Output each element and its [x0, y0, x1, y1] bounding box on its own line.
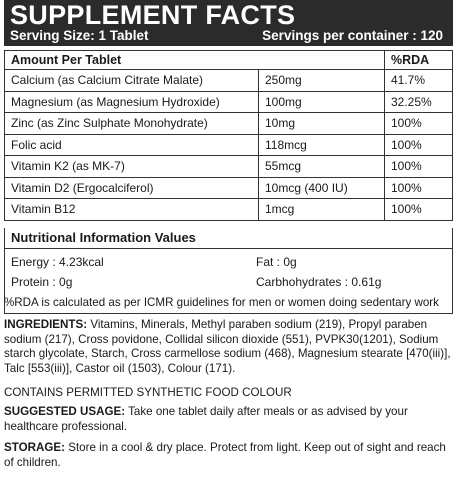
- colour-warning: CONTAINS PERMITTED SYNTHETIC FOOD COLOUR: [4, 385, 292, 399]
- table-row: [5, 134, 453, 156]
- nutrient-name: Calcium (as Calcium Citrate Malate): [5, 70, 259, 92]
- nutrient-amount: 10mg: [259, 113, 385, 135]
- nutrient-amount: 250mg: [259, 70, 385, 92]
- nutrient-name: Vitamin K2 (as MK-7): [5, 156, 259, 178]
- nutrient-amount: 118mcg: [259, 134, 385, 156]
- nutrient-amount: 10mcg (400 IU): [259, 177, 385, 199]
- table-row: [5, 199, 453, 221]
- table-row: [5, 70, 453, 92]
- table-row: [5, 156, 453, 178]
- nutrient-rda: 100%: [385, 156, 453, 178]
- rda-note: %RDA is calculated as per ICMR guidelines for men or women doing sedentary work: [4, 296, 439, 309]
- facts-header: [4, 0, 453, 46]
- nutrient-rda: 32.25%: [385, 91, 453, 113]
- nutrient-amount: 55mcg: [259, 156, 385, 178]
- fat-value: Fat : 0g: [256, 255, 297, 269]
- nutrient-name: Vitamin B12: [5, 199, 259, 221]
- ingredients-paragraph: [4, 318, 453, 377]
- protein-value: Protein : 0g: [11, 275, 73, 289]
- storage-label: STORAGE:: [4, 441, 65, 455]
- nutrition-heading: Nutritional Information Values: [5, 228, 452, 249]
- table-header-row: [5, 51, 453, 70]
- supplement-table: [4, 50, 453, 221]
- column-header-rda: %RDA: [385, 51, 453, 70]
- nutrient-rda: 100%: [385, 113, 453, 135]
- ingredients-text: Vitamins, Minerals, Methyl paraben sodium (219), Propyl paraben sodium (217), Cross povidone, Collidal silicon dioxide (551), PVPK30(1201), Sodium starch glycolate, Starch, Cross carmellose sodium (468), Magnesium stearate [470(iii)], Talc [553(iii)], Castor oil (1503), Colour (171).: [4, 317, 451, 376]
- nutrient-amount: 100mg: [259, 91, 385, 113]
- nutrient-rda: 100%: [385, 134, 453, 156]
- serving-size: Serving Size: 1 Tablet: [10, 28, 149, 43]
- nutrient-name: Vitamin D2 (Ergocalciferol): [5, 177, 259, 199]
- storage-text: Store in a cool & dry place. Protect from light. Keep out of sight and reach of children.: [4, 441, 446, 470]
- usage-label: SUGGESTED USAGE:: [4, 404, 126, 418]
- usage-text: Take one tablet daily after meals or as advised by your healthcare professional.: [4, 404, 408, 433]
- panel-title: SUPPLEMENT FACTS: [10, 0, 296, 30]
- nutrient-rda: 100%: [385, 199, 453, 221]
- energy-value: Energy : 4.23kcal: [11, 255, 104, 269]
- usage-paragraph: [4, 405, 453, 435]
- column-header-amount: Amount Per Tablet: [5, 51, 385, 70]
- table-row: [5, 91, 453, 113]
- nutrient-rda: 41.7%: [385, 70, 453, 92]
- servings-per-container: Servings per container : 120: [262, 28, 443, 43]
- nutrient-name: Zinc (as Zinc Sulphate Monohydrate): [5, 113, 259, 135]
- table-row: [5, 113, 453, 135]
- carbs-value: Carbhohydrates : 0.61g: [256, 275, 382, 289]
- ingredients-label: INGREDIENTS:: [4, 317, 88, 331]
- nutrient-name: Magnesium (as Magnesium Hydroxide): [5, 91, 259, 113]
- nutrient-rda: 100%: [385, 177, 453, 199]
- label-notes: [4, 296, 453, 471]
- storage-paragraph: [4, 441, 453, 471]
- nutrient-amount: 1mcg: [259, 199, 385, 221]
- table-row: [5, 177, 453, 199]
- nutrient-name: Folic acid: [5, 134, 259, 156]
